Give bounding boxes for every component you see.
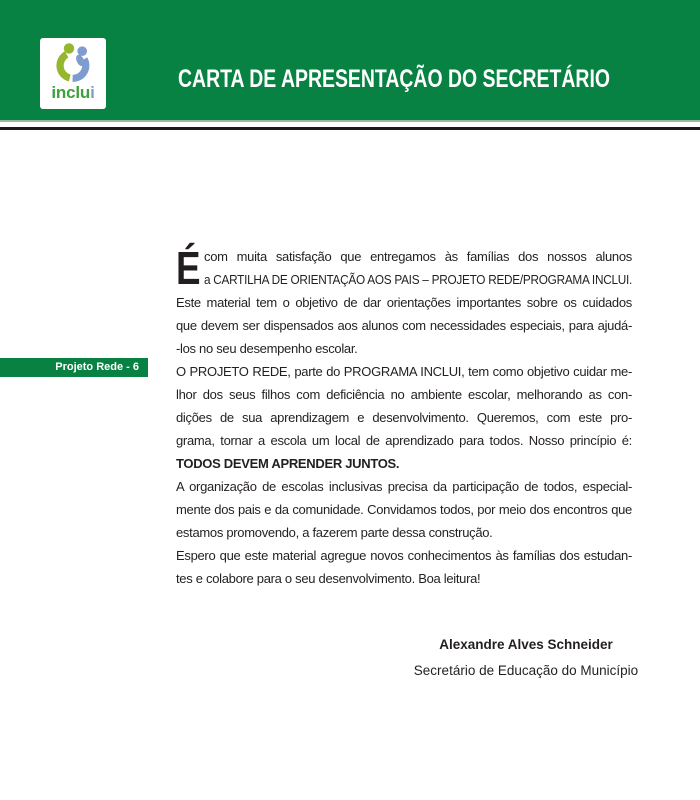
inclui-logo (40, 38, 106, 109)
letter-line: com muita satisfação que entregamos às famílias dos nossos alunos (204, 249, 632, 264)
logo-word-last: i (90, 83, 95, 102)
letter-line: dições de sua aprendizagem e desenvolvimento. Queremos, com este pro- (176, 410, 632, 425)
letter-line: a CARTILHA DE ORIENTAÇÃO AOS PAIS – PROJETO REDE/PROGRAMA INCLUI. (204, 272, 632, 287)
logo-word-main: inclu (51, 83, 91, 102)
letter-body (176, 242, 632, 590)
letter-line: -los no seu desempenho escolar. (176, 341, 358, 356)
letter-lines (176, 242, 632, 590)
letter-line: O PROJETO REDE, parte do PROGRAMA INCLUI, tem como objetivo cuidar me- (176, 364, 632, 379)
letter-line: lhor dos seus filhos com deficiência no ambiente escolar, melhorando as con- (176, 387, 632, 402)
letter-line: mente dos pais e da comunidade. Convidamos todos, por meio dos encontros que (176, 502, 632, 517)
letter-line: Este material tem o objetivo de dar orientações importantes sobre os cuidados (176, 295, 632, 310)
letter-line: Espero que este material agregue novos conhecimentos às famílias dos estudan- (176, 548, 632, 563)
letter-line: TODOS DEVEM APRENDER JUNTOS. (176, 456, 400, 471)
signature-block (352, 632, 700, 684)
signature-name: Alexandre Alves Schneider (439, 637, 613, 652)
page-title: CARTA DE APRESENTAÇÃO DO SECRETÁRIO (178, 65, 610, 93)
letter-line: estamos promovendo, a fazerem parte dessa construção. (176, 525, 493, 540)
letter-line: tes e colabore para o seu desenvolvimento. Boa leitura! (176, 571, 481, 586)
inclui-logo-icon (49, 40, 97, 88)
letter-line: que devem ser dispensados aos alunos com necessidades especiais, para ajudá- (176, 318, 632, 333)
header-band (0, 0, 700, 120)
divider-rule (0, 127, 700, 130)
side-tab-label: Projeto Rede - 6 (55, 361, 139, 373)
side-tab-projeto-rede (0, 358, 148, 377)
dropcap: É (176, 242, 201, 294)
letter-line: grama, tornar a escola um local de aprendizado para todos. Nosso princípio é: (176, 433, 632, 448)
band-edge-line (0, 120, 700, 122)
signature-role: Secretário de Educação do Município (413, 663, 639, 678)
letter-line: A organização de escolas inclusivas precisa da participação de todos, especial- (176, 479, 632, 494)
inclui-logo-text (51, 85, 94, 101)
